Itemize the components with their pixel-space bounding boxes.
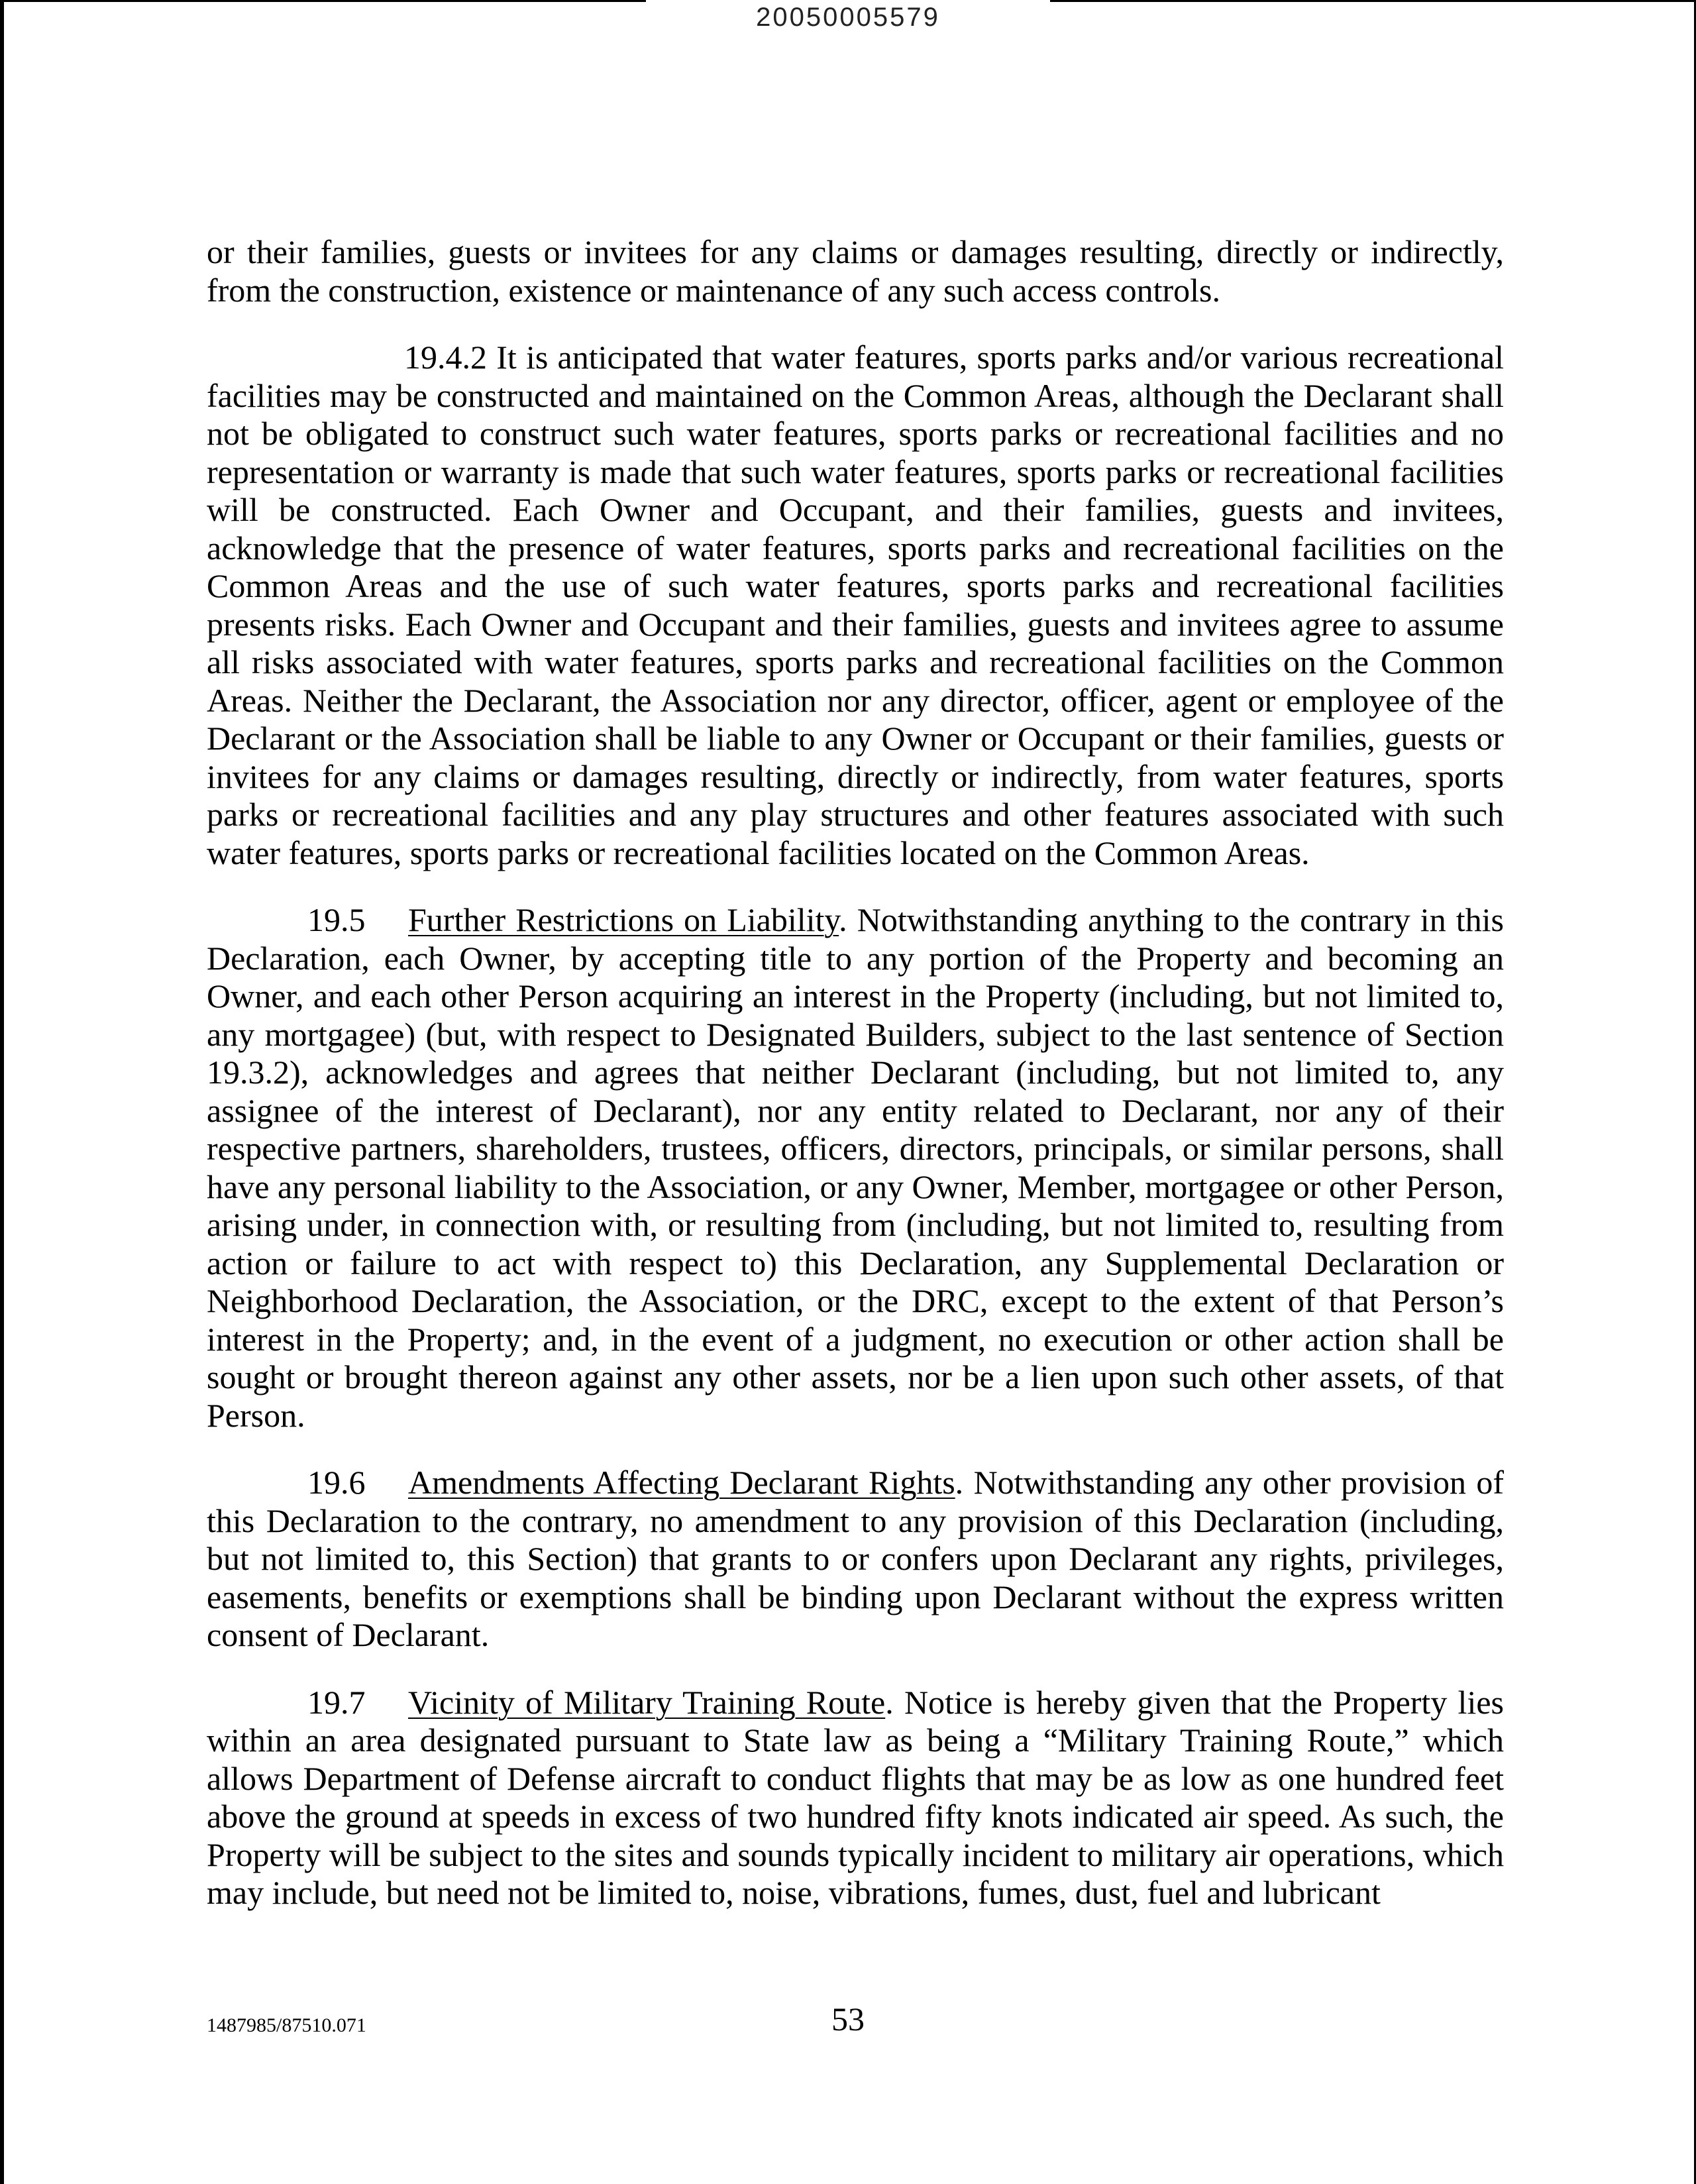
paragraph-19-7 <box>207 1684 1504 1912</box>
paragraph-continuation <box>207 233 1504 309</box>
paragraph-text: . Notice is hereby given that the Property lies within an area designated pursuant to State law as being a “Military Training Route,” which allows Department of Defense aircraft to conduct flights that may be as low as one hundred feet above the ground at speeds in excess of two hundred fifty knots indicated air speed. As such, the Property will be subject to the sites and sounds typically incident to military air operations, which may include, but need not be limited to, noise, vibrations, fumes, dust, fuel and lubricant <box>207 1683 1504 1911</box>
section-number: 19.5 <box>307 901 366 938</box>
footer-document-id: 1487985/87510.071 <box>207 2014 366 2036</box>
section-heading: Vicinity of Military Training Route <box>408 1683 886 1721</box>
paragraph-text: It is anticipated that water features, sports parks and/or various recreational facilities may be constructed and maintained on the Common Areas, although the Declarant shall not be obligated to construct such water features, sports parks or recreational facilities and no representation or warranty is made that such water features, sports parks or recreational facilities will be constructed. Each Owner and Occupant, and their families, guests and invitees, acknowledge that the presence of water features, sports parks and recreational facilities on the Common Areas and the use of such water features, sports parks and recreational facilities presents risks. Each Owner and Occupant and their families, guests and invitees agree to assume all risks associated with water features, sports parks and recreational facilities on the Common Areas. Neither the Declarant, the Association nor any director, officer, agent or employee of the Declarant or the Association shall be liable to any Owner or Occupant or their families, guests or invitees for any claims or damages resulting, directly or indirectly, from water features, sports parks or recreational facilities and any play structures and other features associated with such water features, sports parks or recreational facilities located on the Common Areas. <box>207 339 1504 871</box>
section-number: 19.6 <box>307 1464 366 1501</box>
scan-edge-left <box>0 0 4 2184</box>
recording-number: 20050005579 <box>756 3 940 32</box>
section-heading: Further Restrictions on Liability <box>408 901 839 938</box>
paragraph-text: . Notwithstanding anything to the contrary in this Declaration, each Owner, by accepting title to any portion of the Property and becoming an Owner, and each other Person acquiring an interest in the Property (including, but not limited to, any mortgagee) (but, with respect to Designated Builders, subject to the last sentence of Section 19.3.2), acknowledges and agrees that neither Declarant (including, but not limited to, any assignee of the interest of Declarant), nor any entity related to Declarant, nor any of their respective partners, shareholders, trustees, officers, directors, principals, or similar persons, shall have any personal liability to the Association, or any Owner, Member, mortgagee or other Person, arising under, in connection with, or resulting from (including, but not limited to, resulting from action or failure to act with respect to) this Declaration, any Supplemental Declaration or Neighborhood Declaration, the Association, or the DRC, except to the extent of that Person’s interest in the Property; and, in the event of a judgment, no execution or other action shall be sought or brought thereon against any other assets, nor be a lien upon such other assets, of that Person. <box>207 901 1504 1434</box>
paragraph-text: . Notwithstanding any other provision of this Declaration to the contrary, no amendment to any provision of this Declaration (including, but not limited to, this Section) that grants to or confers upon Declarant any rights, privileges, easements, benefits or exemptions shall be binding upon Declarant without the express written consent of Declarant. <box>207 1464 1504 1653</box>
paragraph-text: or their families, guests or invitees for any claims or damages resulting, directly or indirectly, from the construction, existence or maintenance of any such access controls. <box>207 233 1504 309</box>
header-rule-right <box>1050 0 1696 2</box>
paragraph-19-6 <box>207 1464 1504 1655</box>
document-body <box>207 233 1504 1941</box>
page-number: 53 <box>831 2000 865 2038</box>
paragraph-19-5 <box>207 901 1504 1435</box>
section-number: 19.7 <box>307 1683 366 1721</box>
header-rule-left <box>0 0 646 2</box>
paragraph-19-4-2 <box>207 339 1504 872</box>
section-number: 19.4.2 <box>404 339 487 376</box>
section-heading: Amendments Affecting Declarant Rights <box>408 1464 955 1501</box>
